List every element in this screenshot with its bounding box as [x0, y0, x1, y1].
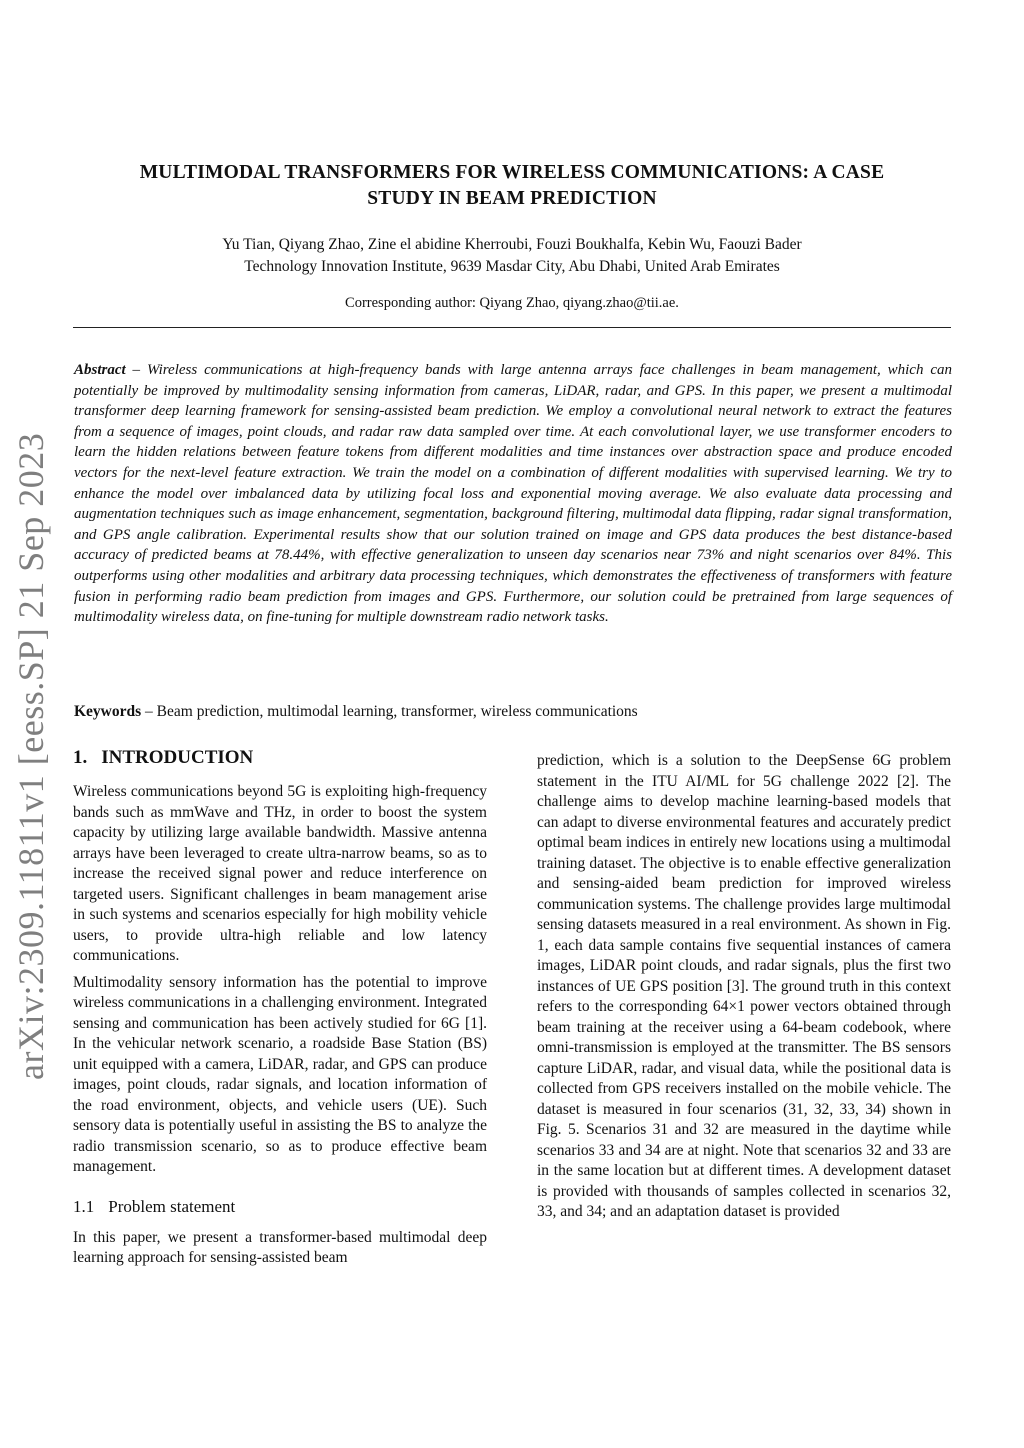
intro-paragraph-1: Wireless communications beyond 5G is exploiting high-frequency bands such as mmWave and THz, in order to boost the system capacity by utilizing large available bandwidth. Massive antenna arrays have been leveraged to create ultra-narrow beams, so as to increase the received signal power and reduce interference on targeted users. Significant challenges in beam management arise in such systems and scenarios especially for high mobility vehicle users, to provide ultra-high reliable and low latency communications.: [73, 783, 487, 964]
abstract: [74, 360, 952, 628]
section-number: 1.: [73, 747, 88, 768]
arxiv-identifier[interactable]: arXiv:2309.11811v1 [eess.SP] 21 Sep 2023: [11, 432, 51, 1080]
subsection-heading-problem-statement: [73, 1196, 487, 1218]
keywords-text: Beam prediction, multimodal learning, transformer, wireless communications: [156, 703, 638, 720]
corresponding-author: Corresponding author: Qiyang Zhao, qiyang.zhao@tii.ae.: [345, 295, 679, 311]
right-column: [537, 751, 951, 1229]
problem-statement-paragraph: In this paper, we present a transformer-based multimodal deep learning approach for sensing-assisted beam: [73, 1228, 487, 1266]
abstract-label: Abstract: [74, 362, 126, 378]
keywords-label: Keywords: [74, 703, 142, 720]
subsection-number: 1.1: [73, 1196, 95, 1216]
keywords-separator: –: [141, 703, 157, 720]
affiliation: Technology Innovation Institute, 9639 Masdar City, Abu Dhabi, United Arab Emirates: [244, 258, 780, 275]
problem-statement-continued: prediction, which is a solution to the DeepSense 6G problem statement in the ITU AI/ML for 5G challenge 2022 [2]. The challenge aims to develop machine learning-based models that can adapt to diverse environmental features and accurately predict optimal beam indices in entirely new locations using a multimodal training dataset. The objective is to enable effective generalization and sensing-aided beam prediction for improved wireless communication systems. The challenge provides large multimodal sensing datasets measured in a real environment. As shown in Fig. 1, each data sample contains five sequential instances of camera images, LiDAR point clouds, and radar signals, plus the first two instances of UE GPS position [3]. The ground truth in this context refers to the corresponding 64×1 power vectors obtained through beam training at the receiver using a 64-beam codebook, where omni-transmission is employed at the transmitter. The BS sensors capture LiDAR, radar, and visual data, while the positional data is collected from GPS receivers installed on the mobile vehicle. The dataset is measured in four scenarios (31, 32, 33, 34) shown in Fig. 5. Scenarios 31 and 32 are measured in the daytime while scenarios 33 and 34 are at night. Note that scenarios 32 and 33 are in the same location but at different times. A development dataset is provided with thousands of samples collected in scenarios 32, 33, and 34; and an adaptation dataset is provided: [537, 752, 951, 1220]
subsection-title: Problem statement: [108, 1196, 236, 1216]
abstract-text: Wireless communications at high-frequency bands with large antenna arrays face challenges in beam management, which can potentially be improved by multimodality sensing information from cameras, LiDAR, radar, and GPS. In this paper, we present a multimodal transformer deep learning framework for sensing-assisted beam prediction. We employ a convolutional neural network to extract the features from a sequence of images, point clouds, and radar raw data sampled over time. At each convolutional layer, we use transformer encoders to learn the hidden relations between feature tokens from different modalities and time instances over abstraction space and produce encoded vectors for the next-level feature extraction. We train the model on a combination of different modalities with supervised learning. We try to enhance the model over imbalanced data by utilizing focal loss and exponential moving average. We also evaluate data processing and augmentation techniques such as image enhancement, segmentation, background filtering, multimodal data flipping, radar signal transformation, and GPS angle calibration. Experimental results show that our solution trained on image and GPS data produces the best distance-based accuracy of predicted beams at 78.44%, with effective generalization to unseen day scenarios near 73% and night scenarios over 84%. This outperforms using other modalities and arbitrary data processing techniques, which demonstrates the effectiveness of transformers with feature fusion in performing radio beam prediction from images and GPS. Furthermore, our solution could be pretrained from large sequences of multimodality wireless data, on fine-tuning for multiple downstream radio network tasks.: [74, 362, 953, 626]
title-divider: [73, 327, 951, 328]
section-title: INTRODUCTION: [101, 747, 254, 768]
keywords: [74, 703, 952, 721]
abstract-separator: –: [125, 362, 147, 378]
left-column: [73, 746, 487, 1275]
section-heading-introduction: [73, 746, 487, 770]
intro-paragraph-2: Multimodality sensory information has the potential to improve wireless communications in a challenging environment. Integrated sensing and communication has been actively studied for 6G [1]. In the vehicular network scenario, a roadside Base Station (BS) unit equipped with a camera, LiDAR, radar, and GPS can produce images, point clouds, radar signals, and location information of the road environment, objects, and vehicle users (UE). Such sensory data is potentially useful in assisting the BS to analyze the radio transmission scenario, so as to produce effective beam management.: [73, 973, 487, 1175]
paper-title: MULTIMODAL TRANSFORMERS FOR WIRELESS COMMUNICATIONS: A CASE STUDY IN BEAM PREDICTION: [139, 162, 885, 209]
author-list: Yu Tian, Qiyang Zhao, Zine el abidine Kherroubi, Fouzi Boukhalfa, Kebin Wu, Faouzi Bader: [222, 236, 802, 253]
